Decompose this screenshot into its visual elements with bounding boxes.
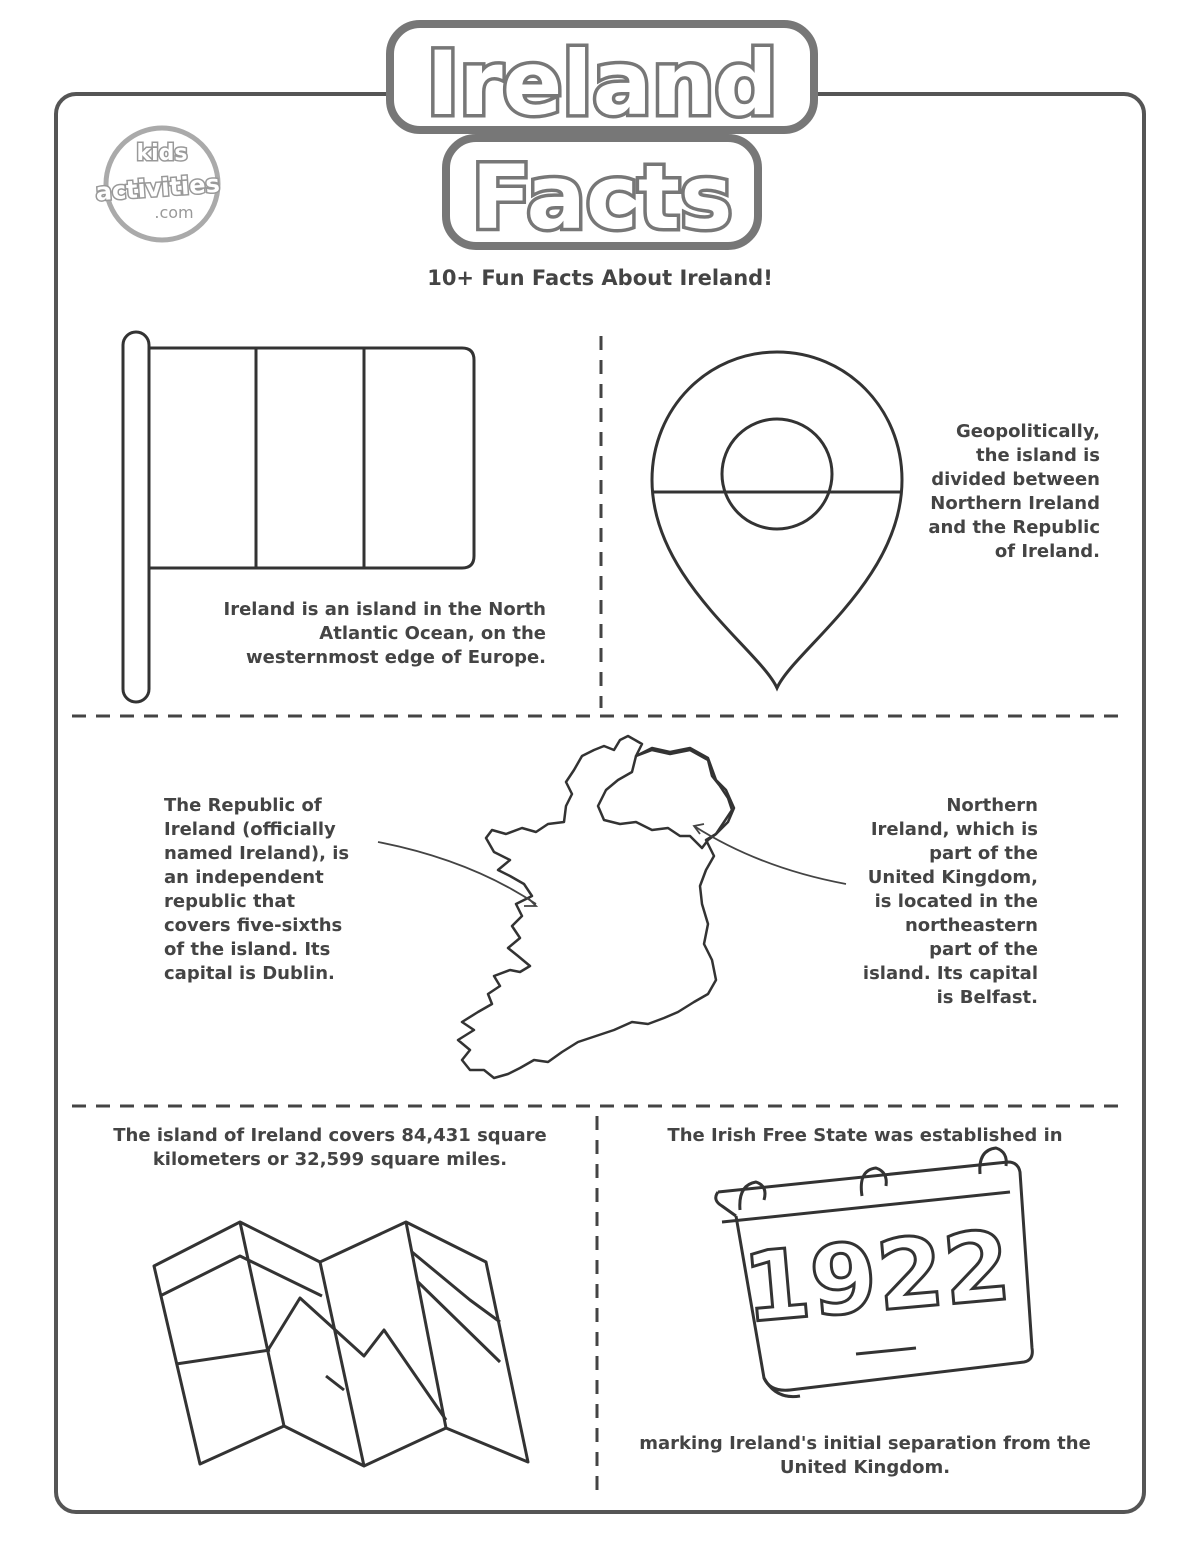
calendar-year: 1922: [738, 1209, 1015, 1345]
page-title-line2: Facts: [471, 146, 733, 249]
page-subtitle: 10+ Fun Facts About Ireland!: [427, 266, 773, 290]
map-arrows: [378, 824, 846, 906]
fact-republic: The Republic of Ireland (officially named Ireland), is an independent republic that covers five-sixths of the island. Its capital is Dublin.: [164, 795, 350, 984]
fact-free-state-intro: The Irish Free State was established in: [667, 1125, 1063, 1146]
page-title-line1: Ireland: [426, 32, 778, 135]
logo-text-kids: kids: [136, 141, 188, 166]
fact-area: The island of Ireland covers 84,431 square kilometers or 32,599 square miles.: [113, 1125, 547, 1170]
location-pin-icon: [652, 352, 902, 688]
kids-activities-logo: [74, 118, 244, 248]
arrow-republic: [378, 842, 536, 904]
ireland-map-icon: [458, 736, 734, 1078]
fact-free-state-outro: marking Ireland's initial separation from the United Kingdom.: [639, 1433, 1091, 1478]
title-banner: [386, 20, 818, 256]
fact-northern: Northern Ireland, which is part of the United Kingdom, is located in the northeastern part of the island. Its capital is Belfast.: [862, 795, 1038, 1008]
logo-text-com: .com: [154, 203, 194, 222]
logo-text-activities: activities: [94, 169, 221, 207]
folded-map-icon: [154, 1222, 528, 1466]
fact-location: Ireland is an island in the North Atlantic Ocean, on the westernmost edge of Europe.: [223, 599, 546, 668]
fact-geopolitics: Geopolitically, the island is divided between Northern Ireland and the Republic of Ireland.: [928, 421, 1100, 562]
